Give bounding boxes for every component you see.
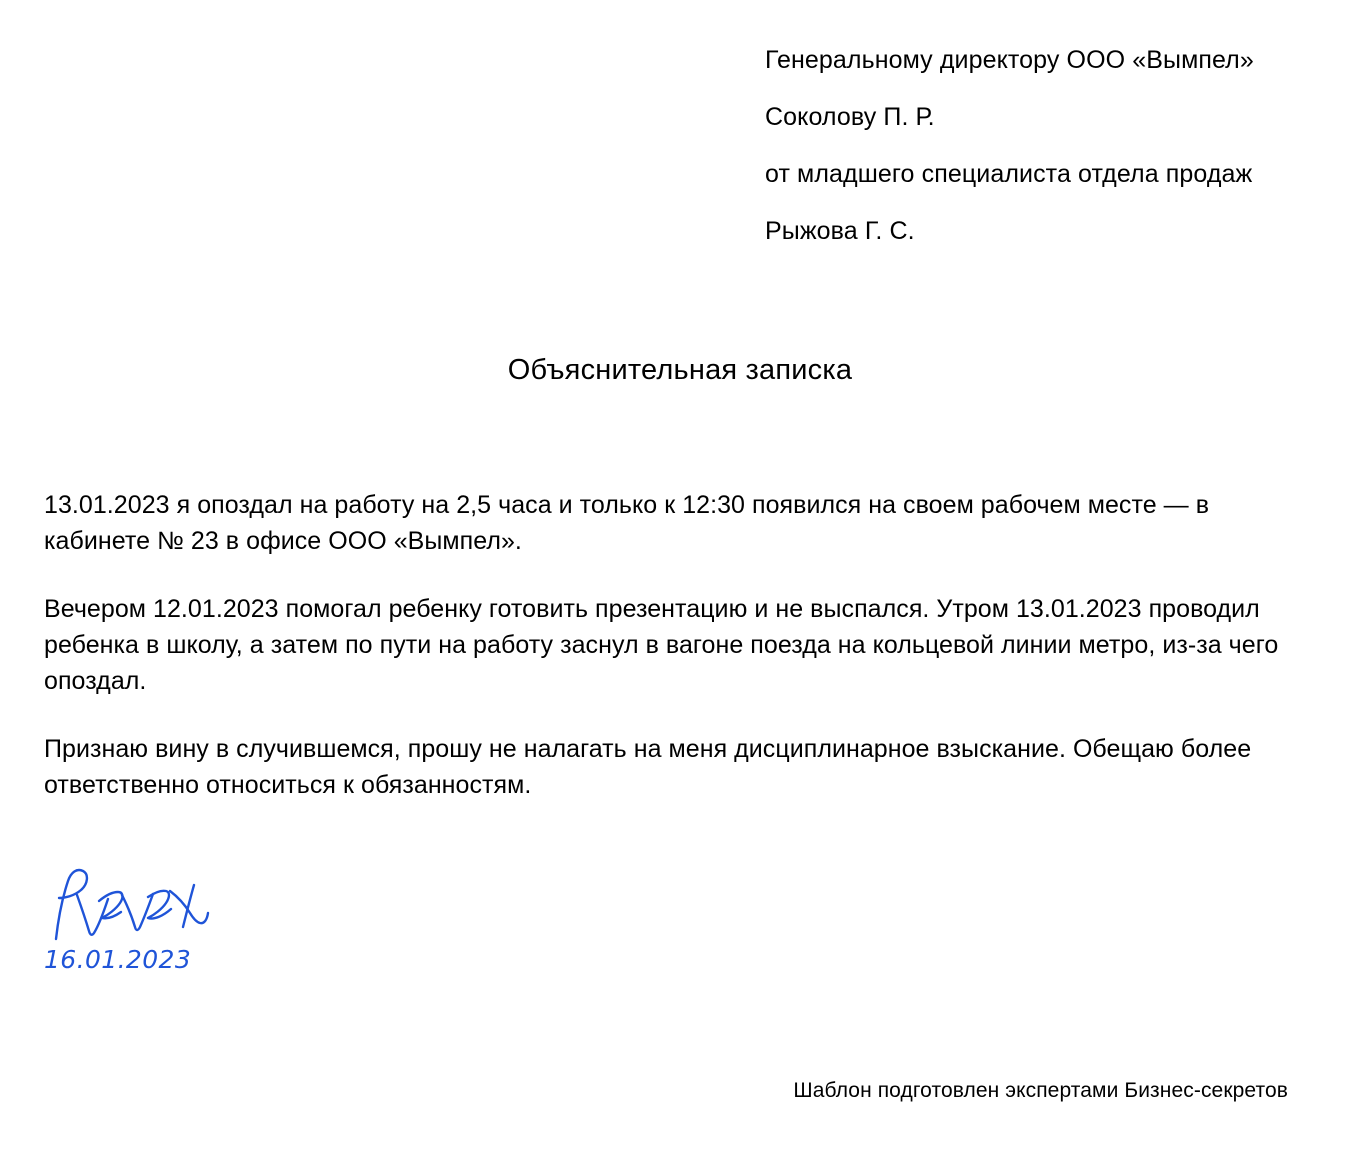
addressee-line-2: Соколову П. Р. <box>765 103 935 131</box>
body-paragraph-3: Признаю вину в случившемся, прошу не налагать на меня дисциплинарное взыскание. Обещаю более ответственно относиться к обязанностям. <box>44 735 1252 799</box>
document-body <box>40 487 1320 803</box>
addressee-line-1: Генеральному директору ООО «Вымпел» <box>765 46 1254 74</box>
addressee-line-3: от младшего специалиста отдела продаж <box>765 160 1253 188</box>
addressee-line-4: Рыжова Г. С. <box>765 217 915 245</box>
addressee-block <box>765 0 1325 244</box>
body-paragraph-2: Вечером 12.01.2023 помогал ребенку готовить презентацию и не выспался. Утром 13.01.2023 проводил ребенка в школу, а затем по пути на работу заснул в вагоне поезда на кольцевой линии метро, из-за чего опоздал. <box>44 595 1279 695</box>
document-title: Объяснительная записка <box>507 354 853 386</box>
signature-block <box>40 865 1320 974</box>
signature-date: 16.01.2023 <box>44 945 192 974</box>
body-paragraph-1: 13.01.2023 я опоздал на работу на 2,5 часа и только к 12:30 появился на своем рабочем месте — в кабинете № 23 в офисе ООО «Вымпел». <box>44 491 1210 555</box>
handwritten-signature-icon <box>44 865 214 943</box>
footer-note: Шаблон подготовлен экспертами Бизнес-секретов <box>793 1079 1288 1102</box>
